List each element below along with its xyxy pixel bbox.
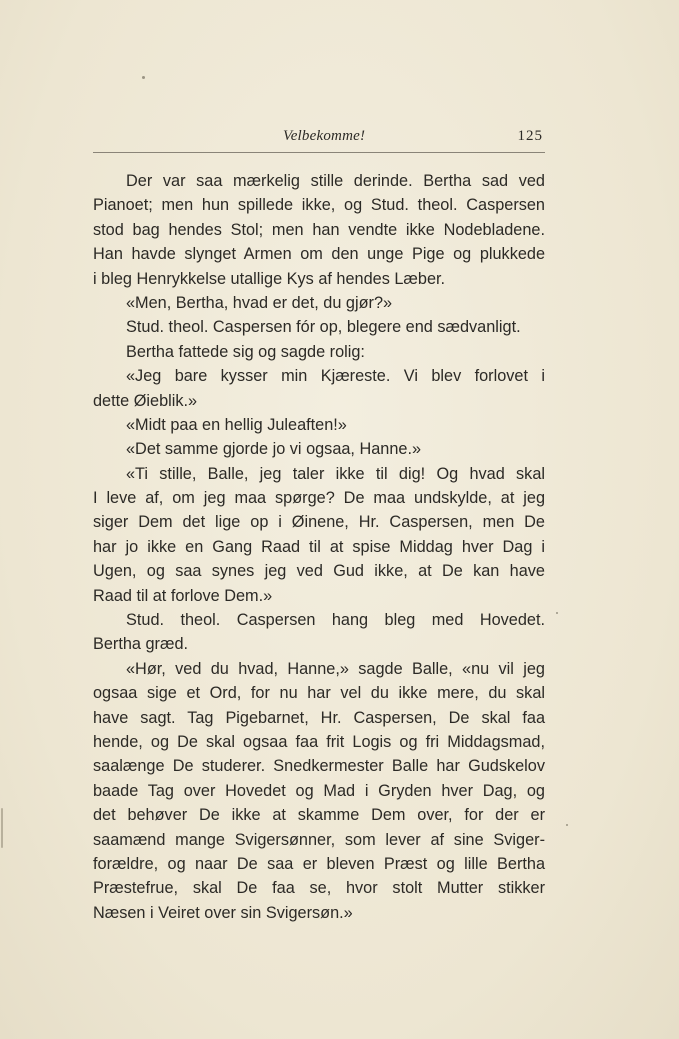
text-line: «Det samme gjorde jo vi ogsaa, Hanne.»	[126, 440, 422, 459]
header-rule	[93, 152, 545, 153]
text-line: saalænge De studerer. Snedkermester Balle har Gudskelov	[93, 757, 545, 776]
text-line: Bertha fattede sig og sagde rolig:	[126, 342, 365, 361]
page-number: 125	[517, 128, 543, 144]
text-line: Bertha græd.	[93, 635, 189, 654]
paper-speck	[556, 612, 558, 614]
text-line: siger Dem det lige op i Øinene, Hr. Caspersen, men De	[93, 513, 545, 532]
text-line: i bleg Henrykkelse utallige Kys af hendes Læber.	[93, 269, 446, 288]
text-line: «Men, Bertha, hvad er det, du gjør?»	[126, 293, 393, 312]
text-line: have sagt. Tag Pigebarnet, Hr. Caspersen, De skal faa	[93, 708, 545, 727]
text-line: ogsaa sige et Ord, for nu har vel du ikke mere, du skal	[93, 684, 545, 703]
text-line: «Ti stille, Balle, jeg taler ikke til dig! Og hvad skal	[126, 464, 545, 483]
text-line: «Hør, ved du hvad, Hanne,» sagde Balle, «nu vil jeg	[126, 659, 545, 678]
text-line: har jo ikke en Gang Raad til at spise Middag hver Dag i	[93, 537, 545, 556]
text-line: Han havde slynget Armen om den unge Pige og plukkede	[93, 245, 545, 264]
text-line: forældre, og naar De saa er bleven Præst og lille Bertha	[93, 854, 545, 873]
text-line: Præstefrue, skal De faa se, hvor stolt Mutter stikker	[93, 879, 545, 898]
text-line: Ugen, og saa synes jeg ved Gud ikke, at De kan have	[93, 562, 545, 581]
text-line: Raad til at forlove Dem.»	[93, 586, 273, 605]
paper-speck	[142, 76, 145, 79]
text-line: Næsen i Veiret over sin Svigersøn.»	[93, 903, 353, 922]
text-line: saamænd mange Svigersønner, som lever af sine Sviger-	[93, 830, 545, 849]
text-line: «Jeg bare kysser min Kjæreste. Vi blev forlovet i	[126, 367, 545, 386]
text-line: I leve af, om jeg maa spørge? De maa undskylde, at jeg	[93, 489, 545, 508]
text-line: baade Tag over Hovedet og Mad i Gryden hver Dag, og	[93, 781, 545, 800]
running-title: Velbekomme!	[283, 128, 366, 144]
text-line: stod bag hendes Stol; men han vendte ikke Nodebladene.	[93, 220, 545, 239]
paper-speck	[1, 808, 3, 848]
page-header	[93, 126, 545, 148]
text-line: dette Øieblik.»	[93, 391, 198, 410]
text-line: Pianoet; men hun spillede ikke, og Stud. theol. Caspersen	[93, 196, 545, 215]
paper-speck	[566, 824, 568, 826]
text-line: «Midt paa en hellig Juleaften!»	[126, 415, 347, 434]
text-line: det behøver De ikke at skamme Dem over, for der er	[93, 806, 545, 825]
text-line: hende, og De skal ogsaa faa frit Logis og fri Middagsmad,	[93, 732, 545, 751]
text-line: Stud. theol. Caspersen fór op, blegere end sædvanligt.	[126, 318, 521, 337]
text-line: Stud. theol. Caspersen hang bleg med Hovedet.	[126, 611, 545, 630]
text-line: Der var saa mærkelig stille derinde. Bertha sad ved	[126, 172, 545, 190]
body-text	[93, 169, 545, 925]
